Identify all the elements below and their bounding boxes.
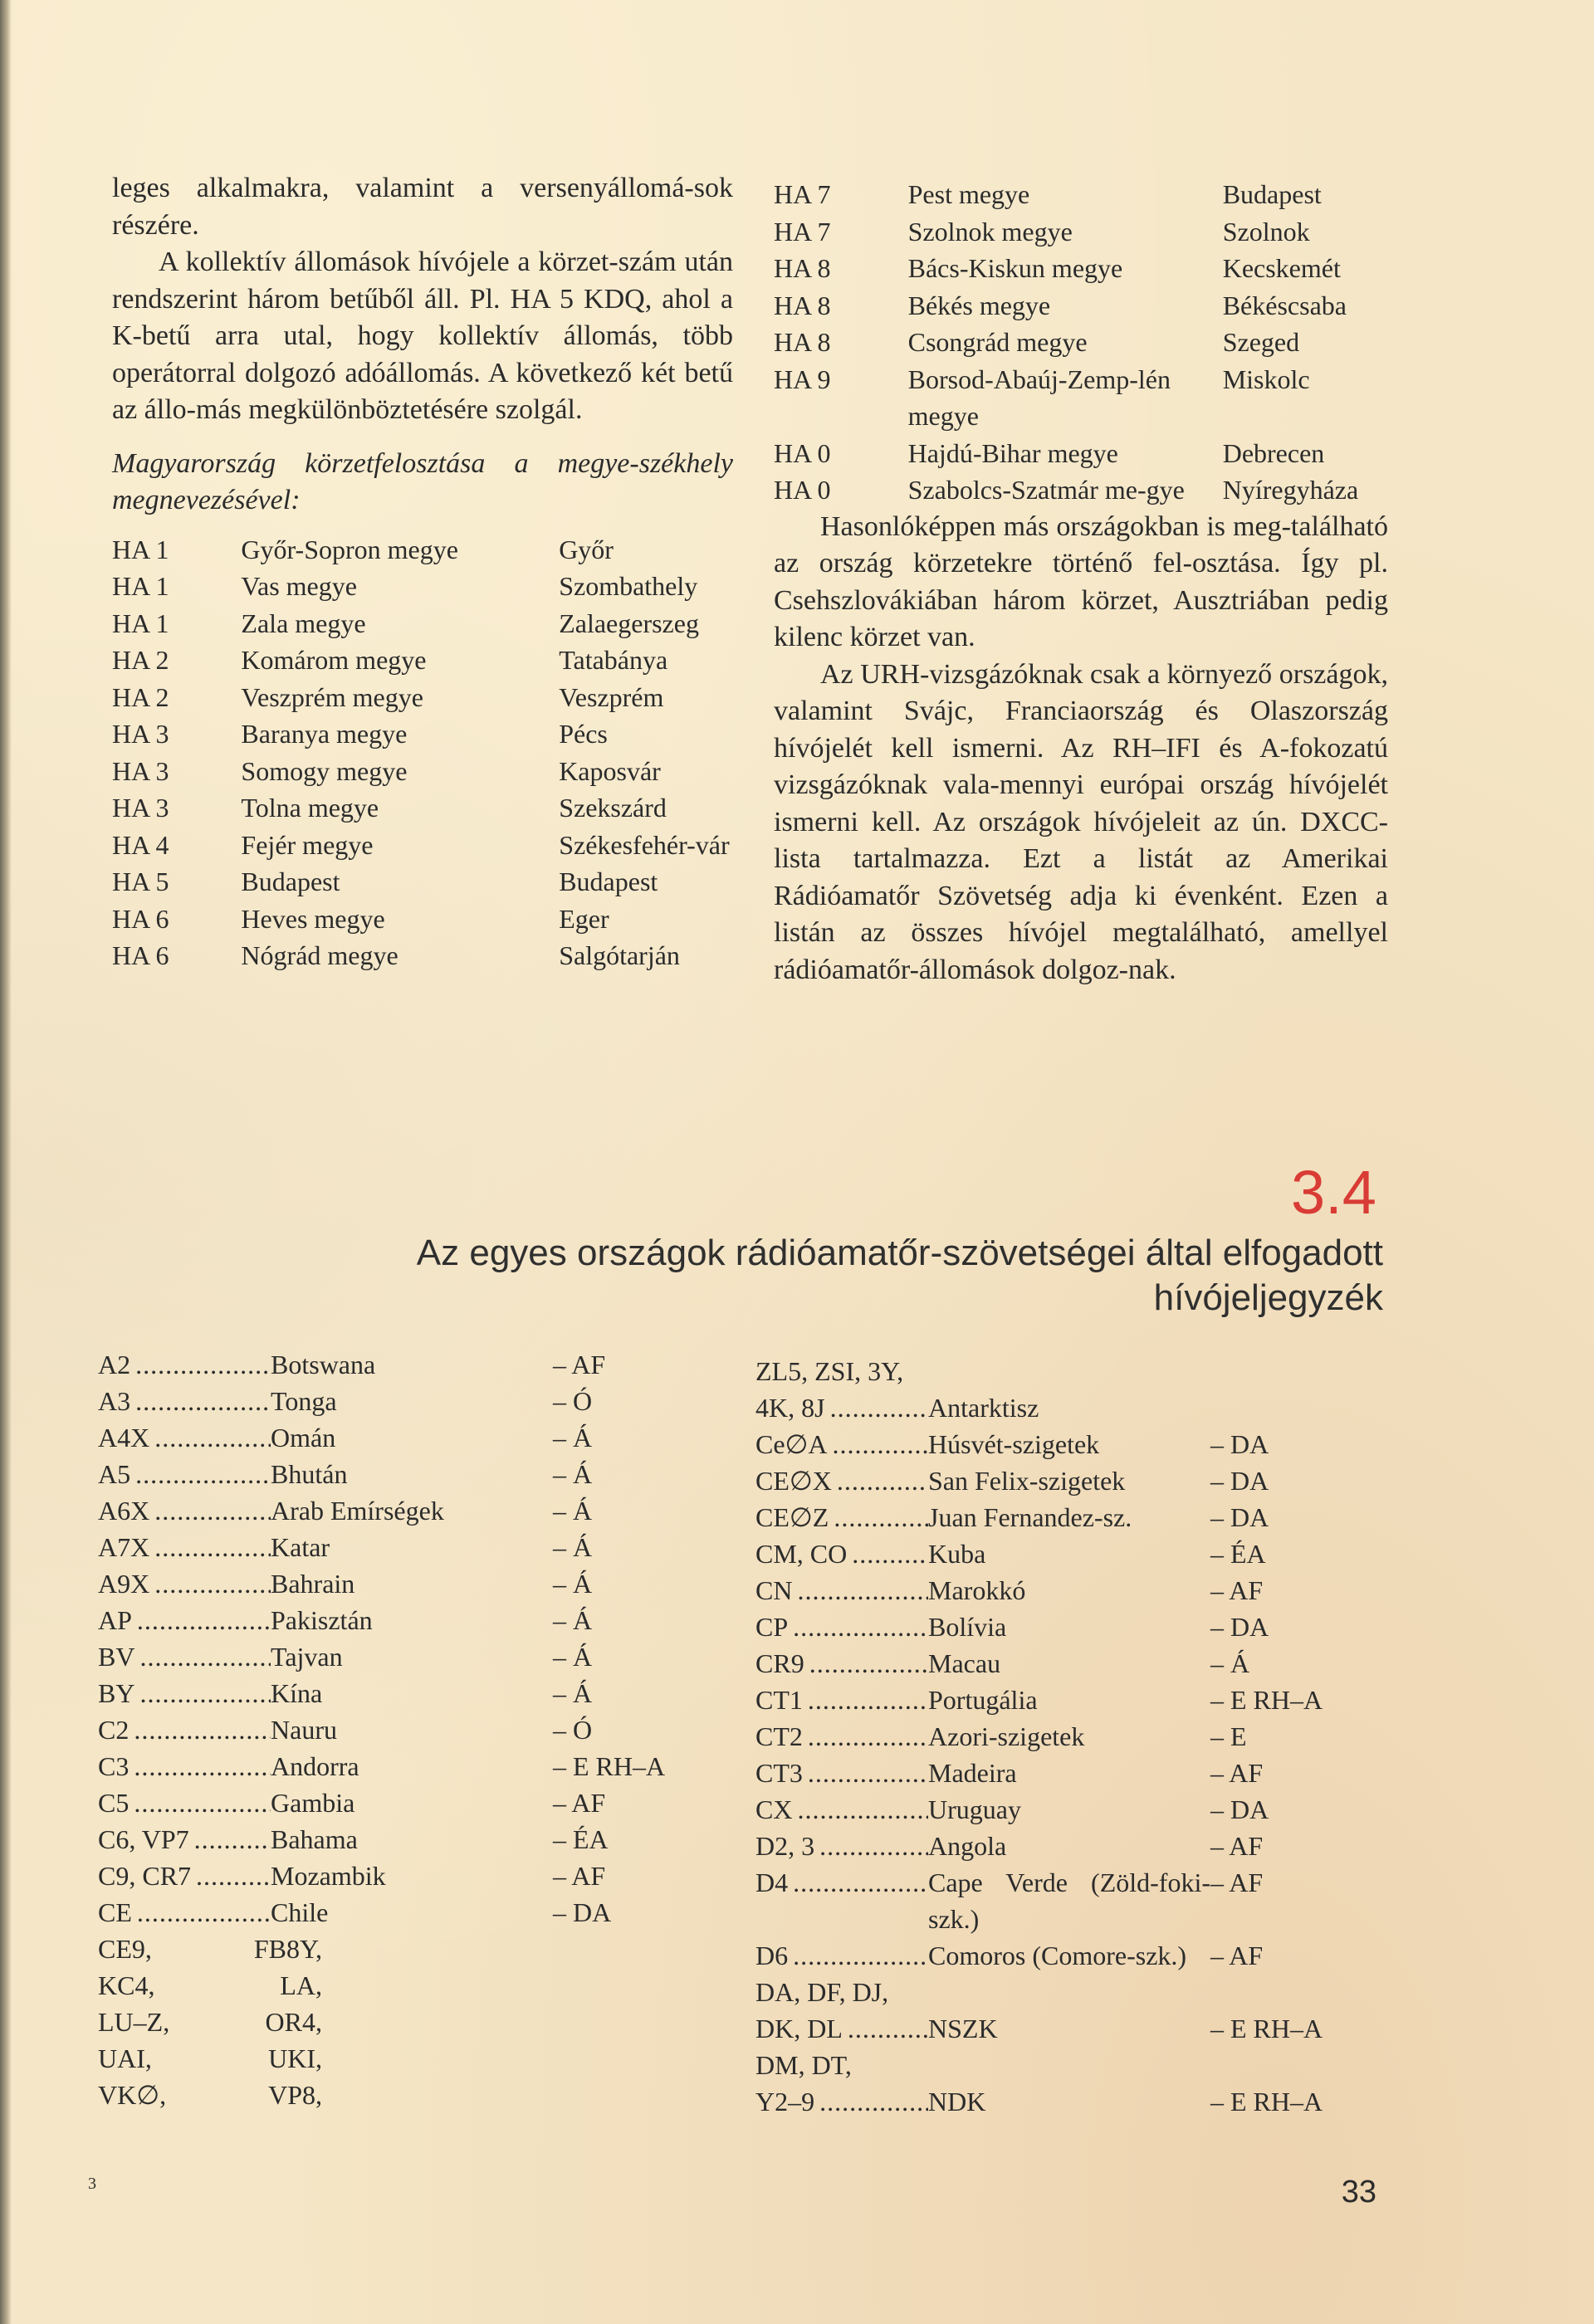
callsign-prefix: CN <box>755 1575 793 1605</box>
country-name: Bahrain <box>271 1569 355 1599</box>
country-name: Omán <box>271 1423 336 1452</box>
callsign-prefix: A2 <box>98 1350 131 1379</box>
county-name: Pest megye <box>907 179 1030 209</box>
callsign-row <box>755 1499 1386 1536</box>
continent-code: – DA <box>1210 1612 1269 1642</box>
district-row <box>774 324 1388 361</box>
country-name: Comoros (Comore-szk.) <box>928 1941 1187 1970</box>
county-seat: Szekszárd <box>559 793 667 823</box>
leader-dots <box>830 1389 928 1426</box>
district-code: HA 7 <box>774 179 831 209</box>
callsign-row <box>98 1638 704 1675</box>
callsign-row <box>755 1828 1386 1864</box>
paragraph-dxcc: Az URH-vizsgázóknak csak a környező országok, valamint Svájc, Franciaország és Olaszország hívójelét kell ismerni. Az RH–IFI és A-fokozatú vizsgázóknak vala-mennyi európai ország hívójelét ismerni kell. Az országok hívójeleit az ún. DXCC-lista tartalmazza. Ezt a listát az Amerikai Rádióamatőr Szövetség adja ki évenként. Ezen a listán az összes hívójel megtalálható, amellyel rádióamatőr-állomások dolgoz-nak. <box>774 658 1388 985</box>
county-seat: Kaposvár <box>559 755 661 786</box>
district-table-right <box>774 176 1388 509</box>
book-spine-shadow <box>0 0 12 2324</box>
country-name: Mozambik <box>271 1861 386 1891</box>
continent-code: – Ó <box>553 1715 593 1745</box>
callsign-prefix: CE∅Z <box>755 1502 829 1532</box>
callsign-row <box>755 1682 1386 1718</box>
callsign-row <box>98 1456 704 1492</box>
callsign-row <box>755 1645 1386 1682</box>
county-name: Hajdú-Bihar megye <box>907 437 1118 468</box>
callsign-row <box>755 1755 1386 1791</box>
leader-dots <box>848 2010 928 2047</box>
district-code: HA 7 <box>774 216 831 247</box>
callsign-row <box>755 1937 1386 1974</box>
continent-code: – Á <box>553 1496 593 1526</box>
callsign-prefix: C3 <box>98 1751 130 1781</box>
country-name: Macau <box>928 1648 1001 1678</box>
county-seat: Zalaegerszeg <box>559 608 699 638</box>
callsign-row <box>98 1383 704 1419</box>
leader-dots <box>135 1383 271 1419</box>
paragraph-other-countries: Hasonlóképpen más országokban is meg-található az ország körzetekre történő fel-osztása. Így pl. Csehszlovákiában három körzet, Ausztriában pedig kilenc körzet van. <box>774 510 1388 652</box>
district-code: HA 0 <box>774 437 831 468</box>
leader-dots <box>135 1456 271 1492</box>
leader-dots <box>793 1864 928 1901</box>
callsign-continuation-row <box>98 2077 322 2113</box>
county-name: Csongrád megye <box>907 327 1088 357</box>
callsign-prefix: C2 <box>98 1715 130 1745</box>
callsign-prefix: ZL5, ZSI, 3Y, <box>755 1356 904 1386</box>
district-code: HA 9 <box>774 364 831 394</box>
leader-dots <box>819 2083 928 2120</box>
callsign-prefix: DA, DF, DJ, <box>755 1977 889 2007</box>
country-name: Tonga <box>271 1386 337 1416</box>
country-name: Madeira <box>928 1758 1017 1788</box>
district-row <box>112 679 733 716</box>
continent-code: – AF <box>1210 1831 1264 1861</box>
callsign-prefix: D2, 3 <box>755 1831 815 1861</box>
country-name: Tajvan <box>271 1642 343 1672</box>
county-seat: Békéscsaba <box>1222 290 1347 320</box>
leader-dots <box>808 1682 928 1718</box>
county-seat: Debrecen <box>1222 437 1325 468</box>
country-name: Nauru <box>271 1715 337 1745</box>
district-code: HA 3 <box>112 719 169 749</box>
callsign-row <box>755 2010 1386 2047</box>
paragraph-collective-stations: A kollektív állomások hívójele a körzet-szám után rendszerint három betűből áll. Pl. HA 5 KDQ, ahol a K-betű arra utal, hogy kollektív állomás, több operátorral dolgozó adóállomás. A következő két betű az állo-más megkülönböztetésére szolgál. <box>112 247 733 425</box>
county-name: Nógrád megye <box>241 940 398 970</box>
county-seat: Pécs <box>559 719 608 749</box>
district-row <box>112 863 733 901</box>
continent-code: – Á <box>553 1605 593 1635</box>
callsign-prefix: UAI, <box>98 2043 152 2073</box>
country-name: Bhután <box>271 1459 348 1489</box>
county-name: Békés megye <box>907 290 1051 320</box>
continent-code: – Á <box>553 1678 593 1708</box>
callsign-prefix: D6 <box>755 1941 789 1970</box>
county-name: Tolna megye <box>241 793 379 823</box>
country-name: Angola <box>928 1831 1007 1861</box>
continent-code: – Á <box>1210 1648 1250 1678</box>
district-row <box>112 715 733 753</box>
district-row <box>112 605 733 642</box>
leader-dots <box>793 1937 928 1974</box>
country-name: Uruguay <box>928 1794 1021 1824</box>
callsign-row <box>98 1602 704 1638</box>
county-seat: Győr <box>559 534 614 564</box>
district-table-left <box>112 531 733 974</box>
district-code: HA 1 <box>112 571 169 601</box>
county-name: Baranya megye <box>241 719 408 749</box>
county-seat: Miskolc <box>1222 364 1310 394</box>
leader-dots <box>196 1858 271 1894</box>
callsign-row <box>755 1536 1386 1572</box>
leader-dots <box>833 1426 928 1462</box>
leader-dots <box>154 1419 271 1456</box>
callsign-prefix: C9, CR7 <box>98 1861 192 1891</box>
callsign-row <box>98 1784 704 1821</box>
callsign-row <box>755 1389 1386 1426</box>
district-row <box>112 937 733 974</box>
leader-dots <box>137 1602 271 1638</box>
leader-dots <box>808 1718 928 1755</box>
printer-signature-mark: 3 <box>88 2175 96 2193</box>
country-name: Marokkó <box>928 1575 1026 1605</box>
district-code: HA 8 <box>774 327 831 357</box>
callsign-prefix: UKI, <box>268 2043 322 2073</box>
continent-code: – DA <box>1210 1794 1269 1824</box>
paragraph-continuation: leges alkalmakra, valamint a versenyállomá-sok részére. <box>112 173 733 241</box>
continent-code: – DA <box>1210 1466 1269 1496</box>
county-seat: Tatabánya <box>559 645 668 675</box>
district-row <box>774 435 1388 472</box>
district-code: HA 2 <box>112 645 169 675</box>
callsign-prefix: CP <box>755 1612 789 1642</box>
country-name: Antarktisz <box>928 1393 1039 1423</box>
district-code: HA 6 <box>112 903 169 934</box>
district-row <box>112 901 733 938</box>
leader-dots <box>852 1536 928 1572</box>
callsign-prefix: A7X <box>98 1532 150 1562</box>
country-name: Bolívia <box>928 1612 1007 1642</box>
leader-dots <box>834 1499 928 1536</box>
district-code: HA 1 <box>112 534 169 564</box>
leader-dots <box>809 1645 928 1682</box>
callsign-row <box>98 1711 704 1748</box>
county-seat: Szeged <box>1222 327 1300 357</box>
county-seat: Székesfehér-vár <box>559 829 730 860</box>
callsign-list-right <box>755 1353 1386 2120</box>
right-text-column <box>774 176 1388 989</box>
leader-dots <box>154 1492 271 1529</box>
district-row <box>112 753 733 790</box>
callsign-prefix: Y2–9 <box>755 2087 815 2116</box>
callsign-row <box>98 1492 704 1529</box>
left-text-column <box>112 170 733 974</box>
country-name: Gambia <box>271 1788 355 1818</box>
callsign-row <box>755 1353 1386 1389</box>
leader-dots <box>139 1638 271 1675</box>
continent-code: – AF <box>553 1788 606 1818</box>
continent-code: – E RH–A <box>1210 1685 1323 1715</box>
county-seat: Budapest <box>559 867 658 896</box>
district-code: HA 4 <box>112 829 169 860</box>
continent-code: – AF <box>1210 1575 1264 1605</box>
district-row <box>112 568 733 605</box>
district-row <box>774 361 1388 435</box>
callsign-prefix: AP <box>98 1605 132 1635</box>
county-name: Veszprém megye <box>241 681 423 712</box>
callsign-row <box>98 1346 704 1383</box>
callsign-continuation-row <box>98 2004 322 2040</box>
continent-code: – E RH–A <box>1210 2014 1323 2043</box>
district-row <box>112 642 733 679</box>
county-seat: Salgótarján <box>559 940 680 970</box>
county-name: Vas megye <box>241 571 357 601</box>
callsign-prefix: A4X <box>98 1423 150 1452</box>
callsign-row <box>98 1858 704 1894</box>
district-code: HA 1 <box>112 608 169 638</box>
continent-code: – AF <box>553 1861 606 1891</box>
callsign-row <box>98 1894 704 1931</box>
leader-dots <box>137 1894 271 1931</box>
continent-code: – DA <box>553 1897 612 1927</box>
country-name: Pakisztán <box>271 1605 373 1635</box>
district-code: HA 2 <box>112 681 169 712</box>
callsign-continuation-row <box>98 2040 322 2077</box>
county-seat: Budapest <box>1222 179 1322 209</box>
county-name: Győr-Sopron megye <box>241 534 458 564</box>
callsign-prefix: CT2 <box>755 1721 803 1751</box>
callsign-prefix: OR4, <box>265 2007 322 2037</box>
callsign-prefix: DM, DT, <box>755 2050 852 2080</box>
continent-code: – DA <box>1210 1502 1269 1532</box>
callsign-prefix: C5 <box>98 1788 130 1818</box>
callsign-continuation-row <box>98 1967 322 2004</box>
country-name: Katar <box>271 1532 330 1562</box>
district-code: HA 0 <box>774 475 831 505</box>
district-code: HA 8 <box>774 253 831 283</box>
district-row <box>112 827 733 864</box>
callsign-prefix: FB8Y, <box>253 1934 322 1964</box>
page-number: 33 <box>1341 2175 1376 2209</box>
country-name: Kína <box>271 1678 323 1708</box>
district-row <box>112 789 733 827</box>
country-name: Chile <box>271 1897 329 1927</box>
callsign-prefix: CE∅X <box>755 1466 832 1496</box>
county-name: Szolnok megye <box>907 216 1073 247</box>
continent-code: – ÉA <box>553 1824 609 1854</box>
county-name: Bács-Kiskun megye <box>907 253 1123 283</box>
callsign-prefix: LA, <box>280 1970 322 2000</box>
continent-code: – DA <box>1210 1429 1269 1459</box>
district-code: HA 8 <box>774 290 831 320</box>
county-seat: Szombathely <box>559 571 698 601</box>
callsign-row <box>755 1974 1386 2010</box>
callsign-row <box>755 2083 1386 2120</box>
county-seat: Veszprém <box>559 681 664 712</box>
callsign-prefix: BY <box>98 1678 135 1708</box>
country-name: Kuba <box>928 1539 986 1569</box>
callsign-prefix: CX <box>755 1794 793 1824</box>
callsign-prefix: CM, CO <box>755 1539 848 1569</box>
continent-code: – Á <box>553 1423 593 1452</box>
callsign-prefix: A9X <box>98 1569 150 1599</box>
continent-code: – ÉA <box>1210 1539 1266 1569</box>
section-title <box>191 1231 1383 1321</box>
callsign-prefix: CR9 <box>755 1648 804 1678</box>
county-name: Borsod-Abaúj-Zemp-lén megye <box>907 364 1171 431</box>
callsign-prefix: A3 <box>98 1386 131 1416</box>
callsign-prefix: D4 <box>755 1868 789 1897</box>
district-row <box>774 176 1388 213</box>
callsign-row <box>98 1419 704 1456</box>
country-name: Juan Fernandez-sz. <box>928 1502 1132 1532</box>
callsign-prefix: A5 <box>98 1459 131 1489</box>
leader-dots <box>134 1784 271 1821</box>
country-name: Cape Verde (Zöld-foki-szk.) <box>928 1868 1210 1934</box>
continent-code: – AF <box>553 1350 606 1379</box>
callsign-prefix: C6, VP7 <box>98 1824 189 1854</box>
country-name: Azori-szigetek <box>928 1721 1085 1751</box>
section-title-line-2: hívójeljegyzék <box>1153 1277 1383 1318</box>
callsign-row <box>755 1462 1386 1499</box>
leader-dots <box>819 1828 928 1864</box>
leader-dots <box>134 1748 271 1784</box>
callsign-row <box>755 1572 1386 1609</box>
district-code: HA 3 <box>112 755 169 786</box>
district-row <box>112 531 733 569</box>
callsign-prefix: KC4, <box>98 1970 155 2000</box>
country-name: Arab Emírségek <box>271 1496 444 1526</box>
callsign-prefix: DK, DL <box>755 2014 843 2043</box>
continent-code: – Á <box>553 1642 593 1672</box>
district-row <box>774 213 1388 251</box>
county-name: Somogy megye <box>241 755 408 786</box>
continent-code: – E <box>1210 1721 1247 1751</box>
continent-code: – E RH–A <box>1210 2087 1323 2116</box>
callsign-prefix: LU–Z, <box>98 2007 170 2037</box>
callsign-prefix: 4K, 8J <box>755 1393 825 1423</box>
district-code: HA 3 <box>112 793 169 823</box>
country-name: Bahama <box>271 1824 358 1854</box>
callsign-prefix: VP8, <box>268 2080 322 2110</box>
leader-dots <box>797 1572 928 1609</box>
leader-dots <box>194 1821 271 1858</box>
county-name: Fejér megye <box>241 829 374 860</box>
continent-code: – AF <box>1210 1868 1264 1897</box>
leader-dots <box>154 1565 271 1602</box>
leader-dots <box>793 1609 928 1645</box>
county-name: Komárom megye <box>241 645 427 675</box>
continent-code: – E RH–A <box>553 1751 666 1781</box>
leader-dots <box>139 1675 271 1711</box>
callsign-prefix: VK∅, <box>98 2080 167 2110</box>
county-seat: Eger <box>559 903 609 934</box>
county-name: Budapest <box>241 867 340 896</box>
leader-dots <box>154 1529 271 1565</box>
country-name: NDK <box>928 2087 986 2116</box>
callsign-list-left <box>98 1346 704 2113</box>
callsign-row <box>755 2047 1386 2083</box>
country-name: Húsvét-szigetek <box>928 1429 1100 1459</box>
country-name: Portugália <box>928 1685 1038 1715</box>
leader-dots <box>797 1791 928 1828</box>
continent-code: – AF <box>1210 1758 1264 1788</box>
county-seat: Kecskemét <box>1222 253 1341 283</box>
section-number: 3.4 <box>1291 1158 1376 1227</box>
district-row <box>774 287 1388 325</box>
country-name: NSZK <box>928 2014 998 2043</box>
country-name: Andorra <box>271 1751 359 1781</box>
district-row <box>774 250 1388 287</box>
callsign-continuation-row <box>98 1931 322 1967</box>
callsign-prefix: CE9, <box>98 1934 152 1964</box>
district-table-caption: Magyarország körzetfelosztása a megye-székhely megnevezésével: <box>112 447 733 515</box>
district-row <box>774 471 1388 509</box>
continent-code: – AF <box>1210 1941 1264 1970</box>
callsign-prefix: CE <box>98 1897 132 1927</box>
callsign-prefix: BV <box>98 1642 135 1672</box>
leader-dots <box>837 1462 928 1499</box>
leader-dots <box>135 1346 271 1383</box>
callsign-prefix: CT1 <box>755 1685 803 1715</box>
callsign-row <box>755 1609 1386 1645</box>
callsign-row <box>755 1426 1386 1462</box>
continent-code: – Á <box>553 1459 593 1489</box>
callsign-row <box>98 1565 704 1602</box>
district-code: HA 6 <box>112 940 169 970</box>
continent-code: – Á <box>553 1532 593 1562</box>
callsign-continuation <box>98 1931 322 2113</box>
callsign-prefix: CT3 <box>755 1758 803 1788</box>
callsign-prefix: A6X <box>98 1496 150 1526</box>
county-seat: Nyíregyháza <box>1222 475 1359 505</box>
country-name: San Felix-szigetek <box>928 1466 1126 1496</box>
callsign-row <box>98 1748 704 1784</box>
callsign-row <box>98 1821 704 1858</box>
county-name: Zala megye <box>241 608 366 638</box>
callsign-row <box>755 1791 1386 1828</box>
county-name: Szabolcs-Szatmár me-gye <box>907 475 1185 505</box>
county-seat: Szolnok <box>1222 216 1310 247</box>
section-title-line-1: Az egyes országok rádióamatőr-szövetségei által elfogadott <box>416 1233 1383 1273</box>
callsign-row <box>755 1718 1386 1755</box>
callsign-row <box>98 1675 704 1711</box>
continent-code: – Ó <box>553 1386 593 1416</box>
callsign-row <box>98 1529 704 1565</box>
county-name: Heves megye <box>241 903 385 934</box>
leader-dots <box>808 1755 928 1791</box>
country-name: Botswana <box>271 1350 376 1379</box>
callsign-prefix: Ce∅A <box>755 1429 828 1459</box>
continent-code: – Á <box>553 1569 593 1599</box>
leader-dots <box>134 1711 271 1748</box>
callsign-row <box>755 1864 1386 1937</box>
district-code: HA 5 <box>112 867 169 896</box>
